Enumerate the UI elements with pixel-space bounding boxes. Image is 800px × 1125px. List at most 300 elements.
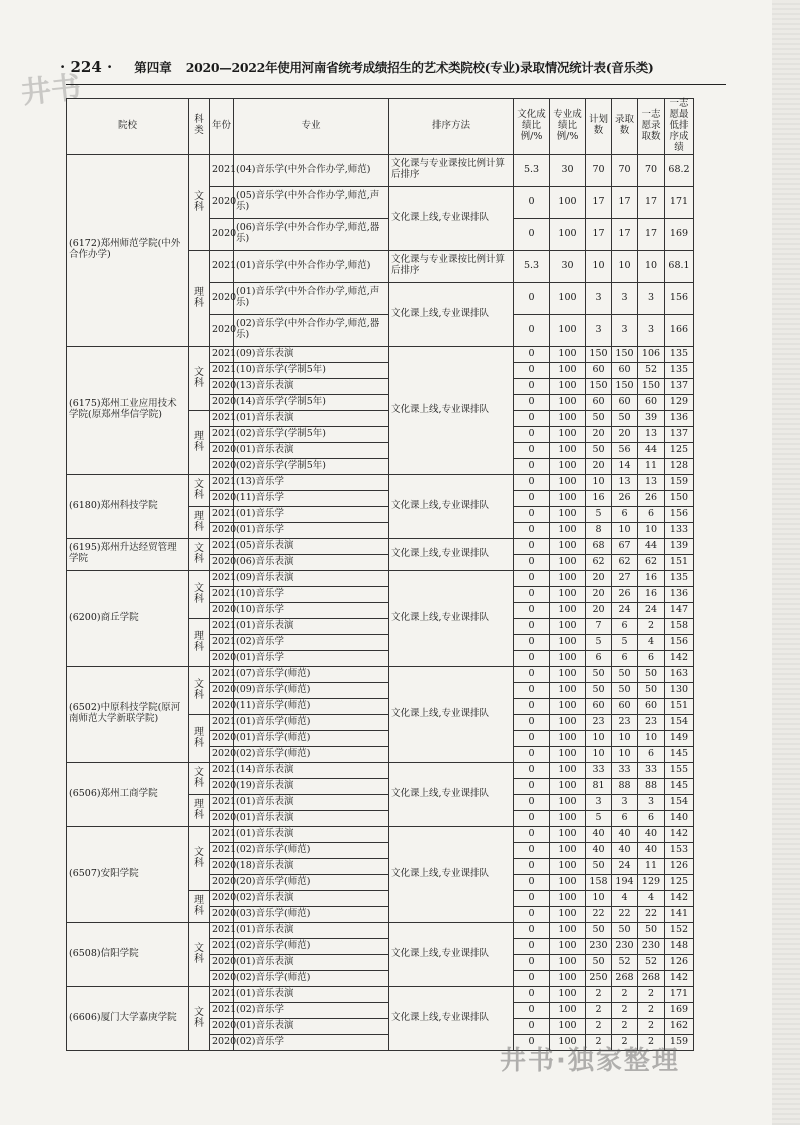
category-cell: 文科 xyxy=(189,922,210,986)
min-score-cell: 141 xyxy=(665,906,694,922)
method-cell: 文化课上线,专业课排队 xyxy=(389,186,514,250)
first-choice-count-cell: 6 xyxy=(638,746,665,762)
culture-ratio-cell: 0 xyxy=(514,1034,550,1050)
admitted-count-cell: 2 xyxy=(612,1018,638,1034)
year-cell: 2021 xyxy=(210,938,234,954)
major-ratio-cell: 100 xyxy=(550,554,586,570)
major-cell: (09)音乐表演 xyxy=(234,346,389,362)
method-cell: 文化课上线,专业课排队 xyxy=(389,666,514,762)
first-choice-count-cell: 3 xyxy=(638,314,665,346)
admitted-count-cell: 50 xyxy=(612,922,638,938)
major-cell: (02)音乐学(师范) xyxy=(234,938,389,954)
table-row xyxy=(67,570,694,586)
plan-count-cell: 50 xyxy=(586,442,612,458)
admitted-count-cell: 3 xyxy=(612,282,638,314)
min-score-cell: 126 xyxy=(665,858,694,874)
culture-ratio-cell: 0 xyxy=(514,362,550,378)
first-choice-count-cell: 10 xyxy=(638,522,665,538)
min-score-cell: 151 xyxy=(665,698,694,714)
culture-ratio-cell: 0 xyxy=(514,282,550,314)
admitted-count-cell: 17 xyxy=(612,186,638,218)
col-header: 计划数 xyxy=(586,99,612,155)
table-row xyxy=(67,986,694,1002)
school-cell: (6606)厦门大学嘉庚学院 xyxy=(67,986,189,1050)
first-choice-count-cell: 23 xyxy=(638,714,665,730)
min-score-cell: 156 xyxy=(665,282,694,314)
min-score-cell: 159 xyxy=(665,474,694,490)
first-choice-count-cell: 6 xyxy=(638,506,665,522)
major-cell: (01)音乐表演 xyxy=(234,922,389,938)
method-cell: 文化课与专业课按比例计算后排序 xyxy=(389,250,514,282)
major-cell: (10)音乐学(学制5年) xyxy=(234,362,389,378)
major-ratio-cell: 100 xyxy=(550,538,586,554)
category-cell: 文科 xyxy=(189,474,210,506)
category-cell: 理科 xyxy=(189,890,210,922)
method-cell: 文化课上线,专业课排队 xyxy=(389,922,514,986)
first-choice-count-cell: 230 xyxy=(638,938,665,954)
category-cell: 理科 xyxy=(189,714,210,762)
school-cell: (6200)商丘学院 xyxy=(67,570,189,666)
plan-count-cell: 158 xyxy=(586,874,612,890)
table-header-row xyxy=(67,99,694,155)
major-ratio-cell: 100 xyxy=(550,1034,586,1050)
admitted-count-cell: 268 xyxy=(612,970,638,986)
first-choice-count-cell: 44 xyxy=(638,538,665,554)
major-ratio-cell: 100 xyxy=(550,922,586,938)
min-score-cell: 159 xyxy=(665,1034,694,1050)
min-score-cell: 145 xyxy=(665,746,694,762)
method-cell: 文化课上线,专业课排队 xyxy=(389,762,514,826)
school-cell: (6172)郑州师范学院(中外合作办学) xyxy=(67,154,189,346)
culture-ratio-cell: 0 xyxy=(514,490,550,506)
culture-ratio-cell: 0 xyxy=(514,906,550,922)
plan-count-cell: 50 xyxy=(586,410,612,426)
plan-count-cell: 50 xyxy=(586,954,612,970)
plan-count-cell: 10 xyxy=(586,890,612,906)
first-choice-count-cell: 10 xyxy=(638,250,665,282)
first-choice-count-cell: 62 xyxy=(638,554,665,570)
culture-ratio-cell: 0 xyxy=(514,618,550,634)
major-cell: (13)音乐学 xyxy=(234,474,389,490)
school-cell: (6180)郑州科技学院 xyxy=(67,474,189,538)
major-ratio-cell: 100 xyxy=(550,970,586,986)
major-cell: (06)音乐学(中外合作办学,师范,器乐) xyxy=(234,218,389,250)
plan-count-cell: 50 xyxy=(586,666,612,682)
plan-count-cell: 10 xyxy=(586,730,612,746)
first-choice-count-cell: 2 xyxy=(638,1018,665,1034)
first-choice-count-cell: 2 xyxy=(638,1002,665,1018)
plan-count-cell: 81 xyxy=(586,778,612,794)
culture-ratio-cell: 0 xyxy=(514,810,550,826)
major-ratio-cell: 100 xyxy=(550,730,586,746)
plan-count-cell: 22 xyxy=(586,906,612,922)
major-ratio-cell: 100 xyxy=(550,698,586,714)
first-choice-count-cell: 60 xyxy=(638,698,665,714)
culture-ratio-cell: 0 xyxy=(514,442,550,458)
major-cell: (01)音乐学(中外合作办学,师范,声乐) xyxy=(234,282,389,314)
min-score-cell: 126 xyxy=(665,954,694,970)
plan-count-cell: 10 xyxy=(586,474,612,490)
chapter-label: 第四章 xyxy=(134,60,172,75)
year-cell: 2020 xyxy=(210,282,234,314)
min-score-cell: 68.2 xyxy=(665,154,694,186)
major-cell: (01)音乐表演 xyxy=(234,826,389,842)
major-cell: (01)音乐学 xyxy=(234,650,389,666)
plan-count-cell: 2 xyxy=(586,986,612,1002)
major-ratio-cell: 100 xyxy=(550,682,586,698)
min-score-cell: 171 xyxy=(665,186,694,218)
year-cell: 2021 xyxy=(210,714,234,730)
major-ratio-cell: 100 xyxy=(550,490,586,506)
first-choice-count-cell: 6 xyxy=(638,650,665,666)
category-cell: 理科 xyxy=(189,618,210,666)
major-cell: (10)音乐学 xyxy=(234,586,389,602)
major-cell: (02)音乐学 xyxy=(234,634,389,650)
culture-ratio-cell: 0 xyxy=(514,650,550,666)
year-cell: 2020 xyxy=(210,954,234,970)
culture-ratio-cell: 0 xyxy=(514,730,550,746)
culture-ratio-cell: 0 xyxy=(514,586,550,602)
admissions-table xyxy=(66,98,694,1051)
admitted-count-cell: 2 xyxy=(612,1002,638,1018)
min-score-cell: 150 xyxy=(665,490,694,506)
plan-count-cell: 40 xyxy=(586,842,612,858)
major-ratio-cell: 100 xyxy=(550,346,586,362)
year-cell: 2020 xyxy=(210,458,234,474)
admitted-count-cell: 50 xyxy=(612,666,638,682)
year-cell: 2020 xyxy=(210,522,234,538)
major-ratio-cell: 100 xyxy=(550,506,586,522)
major-cell: (14)音乐学(学制5年) xyxy=(234,394,389,410)
table-row xyxy=(67,762,694,778)
admitted-count-cell: 13 xyxy=(612,474,638,490)
year-cell: 2020 xyxy=(210,314,234,346)
culture-ratio-cell: 0 xyxy=(514,746,550,762)
major-ratio-cell: 100 xyxy=(550,186,586,218)
plan-count-cell: 10 xyxy=(586,250,612,282)
admitted-count-cell: 24 xyxy=(612,858,638,874)
year-cell: 2021 xyxy=(210,762,234,778)
min-score-cell: 156 xyxy=(665,506,694,522)
first-choice-count-cell: 44 xyxy=(638,442,665,458)
min-score-cell: 125 xyxy=(665,442,694,458)
major-cell: (01)音乐表演 xyxy=(234,986,389,1002)
min-score-cell: 169 xyxy=(665,218,694,250)
admitted-count-cell: 56 xyxy=(612,442,638,458)
plan-count-cell: 150 xyxy=(586,346,612,362)
major-ratio-cell: 100 xyxy=(550,762,586,778)
col-header: 院校 xyxy=(67,99,189,155)
plan-count-cell: 10 xyxy=(586,746,612,762)
category-cell: 理科 xyxy=(189,794,210,826)
admitted-count-cell: 10 xyxy=(612,746,638,762)
admitted-count-cell: 50 xyxy=(612,410,638,426)
major-ratio-cell: 100 xyxy=(550,458,586,474)
first-choice-count-cell: 3 xyxy=(638,794,665,810)
plan-count-cell: 20 xyxy=(586,570,612,586)
category-cell: 理科 xyxy=(189,506,210,538)
year-cell: 2020 xyxy=(210,906,234,922)
major-ratio-cell: 100 xyxy=(550,602,586,618)
first-choice-count-cell: 40 xyxy=(638,826,665,842)
plan-count-cell: 68 xyxy=(586,538,612,554)
year-cell: 2021 xyxy=(210,826,234,842)
major-cell: (02)音乐学(学制5年) xyxy=(234,426,389,442)
category-cell: 文科 xyxy=(189,570,210,618)
first-choice-count-cell: 33 xyxy=(638,762,665,778)
major-cell: (13)音乐表演 xyxy=(234,378,389,394)
major-ratio-cell: 100 xyxy=(550,954,586,970)
culture-ratio-cell: 0 xyxy=(514,986,550,1002)
first-choice-count-cell: 50 xyxy=(638,682,665,698)
major-cell: (01)音乐学 xyxy=(234,522,389,538)
first-choice-count-cell: 40 xyxy=(638,842,665,858)
admitted-count-cell: 6 xyxy=(612,650,638,666)
culture-ratio-cell: 0 xyxy=(514,922,550,938)
method-cell: 文化课上线,专业课排队 xyxy=(389,986,514,1050)
school-cell: (6195)郑州升达经贸管理学院 xyxy=(67,538,189,570)
plan-count-cell: 8 xyxy=(586,522,612,538)
admitted-count-cell: 24 xyxy=(612,602,638,618)
year-cell: 2021 xyxy=(210,618,234,634)
year-cell: 2020 xyxy=(210,890,234,906)
page-edge xyxy=(772,0,800,1125)
major-cell: (02)音乐学 xyxy=(234,1034,389,1050)
year-cell: 2021 xyxy=(210,362,234,378)
culture-ratio-cell: 0 xyxy=(514,698,550,714)
category-cell: 理科 xyxy=(189,250,210,346)
major-cell: (18)音乐表演 xyxy=(234,858,389,874)
culture-ratio-cell: 0 xyxy=(514,538,550,554)
admitted-count-cell: 194 xyxy=(612,874,638,890)
major-cell: (02)音乐学(师范) xyxy=(234,842,389,858)
major-ratio-cell: 100 xyxy=(550,986,586,1002)
year-cell: 2020 xyxy=(210,394,234,410)
major-cell: (03)音乐学(师范) xyxy=(234,906,389,922)
method-cell: 文化课上线,专业课排队 xyxy=(389,826,514,922)
admitted-count-cell: 40 xyxy=(612,842,638,858)
table-row xyxy=(67,154,694,186)
culture-ratio-cell: 0 xyxy=(514,842,550,858)
major-cell: (01)音乐学(中外合作办学,师范) xyxy=(234,250,389,282)
culture-ratio-cell: 0 xyxy=(514,682,550,698)
plan-count-cell: 17 xyxy=(586,186,612,218)
first-choice-count-cell: 52 xyxy=(638,362,665,378)
min-score-cell: 135 xyxy=(665,570,694,586)
min-score-cell: 148 xyxy=(665,938,694,954)
footer-brand: 井书·独家整理 xyxy=(500,1046,680,1076)
year-cell: 2020 xyxy=(210,1018,234,1034)
major-ratio-cell: 100 xyxy=(550,650,586,666)
plan-count-cell: 50 xyxy=(586,922,612,938)
plan-count-cell: 60 xyxy=(586,362,612,378)
min-score-cell: 154 xyxy=(665,714,694,730)
year-cell: 2021 xyxy=(210,154,234,186)
year-cell: 2020 xyxy=(210,442,234,458)
admitted-count-cell: 17 xyxy=(612,218,638,250)
plan-count-cell: 5 xyxy=(586,506,612,522)
admitted-count-cell: 6 xyxy=(612,810,638,826)
major-cell: (01)音乐表演 xyxy=(234,410,389,426)
major-ratio-cell: 100 xyxy=(550,586,586,602)
major-cell: (02)音乐表演 xyxy=(234,890,389,906)
major-ratio-cell: 100 xyxy=(550,426,586,442)
method-cell: 文化课上线,专业课排队 xyxy=(389,282,514,346)
admitted-count-cell: 5 xyxy=(612,634,638,650)
admitted-count-cell: 10 xyxy=(612,250,638,282)
major-ratio-cell: 100 xyxy=(550,282,586,314)
method-cell: 文化课上线,专业课排队 xyxy=(389,346,514,474)
major-cell: (01)音乐表演 xyxy=(234,618,389,634)
plan-count-cell: 40 xyxy=(586,826,612,842)
admitted-count-cell: 26 xyxy=(612,586,638,602)
year-cell: 2021 xyxy=(210,634,234,650)
year-cell: 2021 xyxy=(210,506,234,522)
min-score-cell: 171 xyxy=(665,986,694,1002)
culture-ratio-cell: 0 xyxy=(514,522,550,538)
plan-count-cell: 150 xyxy=(586,378,612,394)
culture-ratio-cell: 0 xyxy=(514,714,550,730)
min-score-cell: 68.1 xyxy=(665,250,694,282)
min-score-cell: 135 xyxy=(665,362,694,378)
culture-ratio-cell: 0 xyxy=(514,826,550,842)
category-cell: 文科 xyxy=(189,154,210,250)
culture-ratio-cell: 0 xyxy=(514,794,550,810)
culture-ratio-cell: 0 xyxy=(514,426,550,442)
first-choice-count-cell: 150 xyxy=(638,378,665,394)
major-ratio-cell: 100 xyxy=(550,810,586,826)
major-ratio-cell: 100 xyxy=(550,362,586,378)
plan-count-cell: 16 xyxy=(586,490,612,506)
year-cell: 2020 xyxy=(210,682,234,698)
col-header: 一志愿录取数 xyxy=(638,99,665,155)
plan-count-cell: 3 xyxy=(586,282,612,314)
admitted-count-cell: 150 xyxy=(612,378,638,394)
major-cell: (01)音乐学(师范) xyxy=(234,730,389,746)
culture-ratio-cell: 0 xyxy=(514,858,550,874)
major-ratio-cell: 100 xyxy=(550,874,586,890)
method-cell: 文化课上线,专业课排队 xyxy=(389,538,514,570)
major-ratio-cell: 100 xyxy=(550,714,586,730)
major-ratio-cell: 100 xyxy=(550,394,586,410)
min-score-cell: 152 xyxy=(665,922,694,938)
culture-ratio-cell: 0 xyxy=(514,778,550,794)
major-cell: (04)音乐学(中外合作办学,师范) xyxy=(234,154,389,186)
min-score-cell: 135 xyxy=(665,346,694,362)
major-ratio-cell: 30 xyxy=(550,154,586,186)
culture-ratio-cell: 0 xyxy=(514,218,550,250)
year-cell: 2020 xyxy=(210,810,234,826)
first-choice-count-cell: 60 xyxy=(638,394,665,410)
plan-count-cell: 5 xyxy=(586,634,612,650)
plan-count-cell: 20 xyxy=(586,426,612,442)
min-score-cell: 128 xyxy=(665,458,694,474)
culture-ratio-cell: 0 xyxy=(514,314,550,346)
year-cell: 2021 xyxy=(210,794,234,810)
culture-ratio-cell: 0 xyxy=(514,874,550,890)
plan-count-cell: 17 xyxy=(586,218,612,250)
min-score-cell: 142 xyxy=(665,826,694,842)
major-ratio-cell: 100 xyxy=(550,570,586,586)
table-row xyxy=(67,474,694,490)
year-cell: 2021 xyxy=(210,474,234,490)
first-choice-count-cell: 3 xyxy=(638,282,665,314)
category-cell: 文科 xyxy=(189,666,210,714)
first-choice-count-cell: 70 xyxy=(638,154,665,186)
major-ratio-cell: 100 xyxy=(550,522,586,538)
plan-count-cell: 250 xyxy=(586,970,612,986)
first-choice-count-cell: 2 xyxy=(638,986,665,1002)
min-score-cell: 125 xyxy=(665,874,694,890)
admitted-count-cell: 20 xyxy=(612,426,638,442)
year-cell: 2020 xyxy=(210,730,234,746)
year-cell: 2021 xyxy=(210,1002,234,1018)
year-cell: 2020 xyxy=(210,698,234,714)
major-ratio-cell: 100 xyxy=(550,842,586,858)
major-cell: (02)音乐学(学制5年) xyxy=(234,458,389,474)
culture-ratio-cell: 0 xyxy=(514,1002,550,1018)
major-cell: (05)音乐表演 xyxy=(234,538,389,554)
min-score-cell: 158 xyxy=(665,618,694,634)
first-choice-count-cell: 11 xyxy=(638,858,665,874)
major-ratio-cell: 100 xyxy=(550,1018,586,1034)
major-ratio-cell: 100 xyxy=(550,906,586,922)
first-choice-count-cell: 50 xyxy=(638,666,665,682)
min-score-cell: 163 xyxy=(665,666,694,682)
major-cell: (01)音乐表演 xyxy=(234,442,389,458)
col-header: 年份 xyxy=(210,99,234,155)
plan-count-cell: 2 xyxy=(586,1018,612,1034)
first-choice-count-cell: 24 xyxy=(638,602,665,618)
admitted-count-cell: 3 xyxy=(612,314,638,346)
admitted-count-cell: 150 xyxy=(612,346,638,362)
plan-count-cell: 70 xyxy=(586,154,612,186)
major-ratio-cell: 100 xyxy=(550,746,586,762)
first-choice-count-cell: 52 xyxy=(638,954,665,970)
major-cell: (01)音乐表演 xyxy=(234,954,389,970)
major-ratio-cell: 100 xyxy=(550,618,586,634)
school-cell: (6507)安阳学院 xyxy=(67,826,189,922)
major-ratio-cell: 100 xyxy=(550,858,586,874)
page-title: 2020—2022年使用河南省统考成绩招生的艺术类院校(专业)录取情况统计表(音乐类) xyxy=(185,60,654,75)
major-cell: (01)音乐表演 xyxy=(234,810,389,826)
plan-count-cell: 60 xyxy=(586,394,612,410)
category-cell: 理科 xyxy=(189,410,210,474)
culture-ratio-cell: 0 xyxy=(514,394,550,410)
plan-count-cell: 20 xyxy=(586,458,612,474)
year-cell: 2020 xyxy=(210,874,234,890)
min-score-cell: 142 xyxy=(665,890,694,906)
admitted-count-cell: 14 xyxy=(612,458,638,474)
plan-count-cell: 23 xyxy=(586,714,612,730)
major-cell: (02)音乐学(师范) xyxy=(234,746,389,762)
header-rule xyxy=(66,84,726,85)
admitted-count-cell: 10 xyxy=(612,730,638,746)
first-choice-count-cell: 129 xyxy=(638,874,665,890)
admitted-count-cell: 52 xyxy=(612,954,638,970)
admitted-count-cell: 10 xyxy=(612,522,638,538)
admitted-count-cell: 70 xyxy=(612,154,638,186)
min-score-cell: 139 xyxy=(665,538,694,554)
page-number: · 224 · xyxy=(60,58,113,76)
admitted-count-cell: 60 xyxy=(612,362,638,378)
col-header: 一志愿最低排序成绩 xyxy=(665,99,694,155)
major-ratio-cell: 100 xyxy=(550,826,586,842)
category-cell: 文科 xyxy=(189,762,210,794)
plan-count-cell: 62 xyxy=(586,554,612,570)
major-ratio-cell: 100 xyxy=(550,314,586,346)
min-score-cell: 155 xyxy=(665,762,694,778)
